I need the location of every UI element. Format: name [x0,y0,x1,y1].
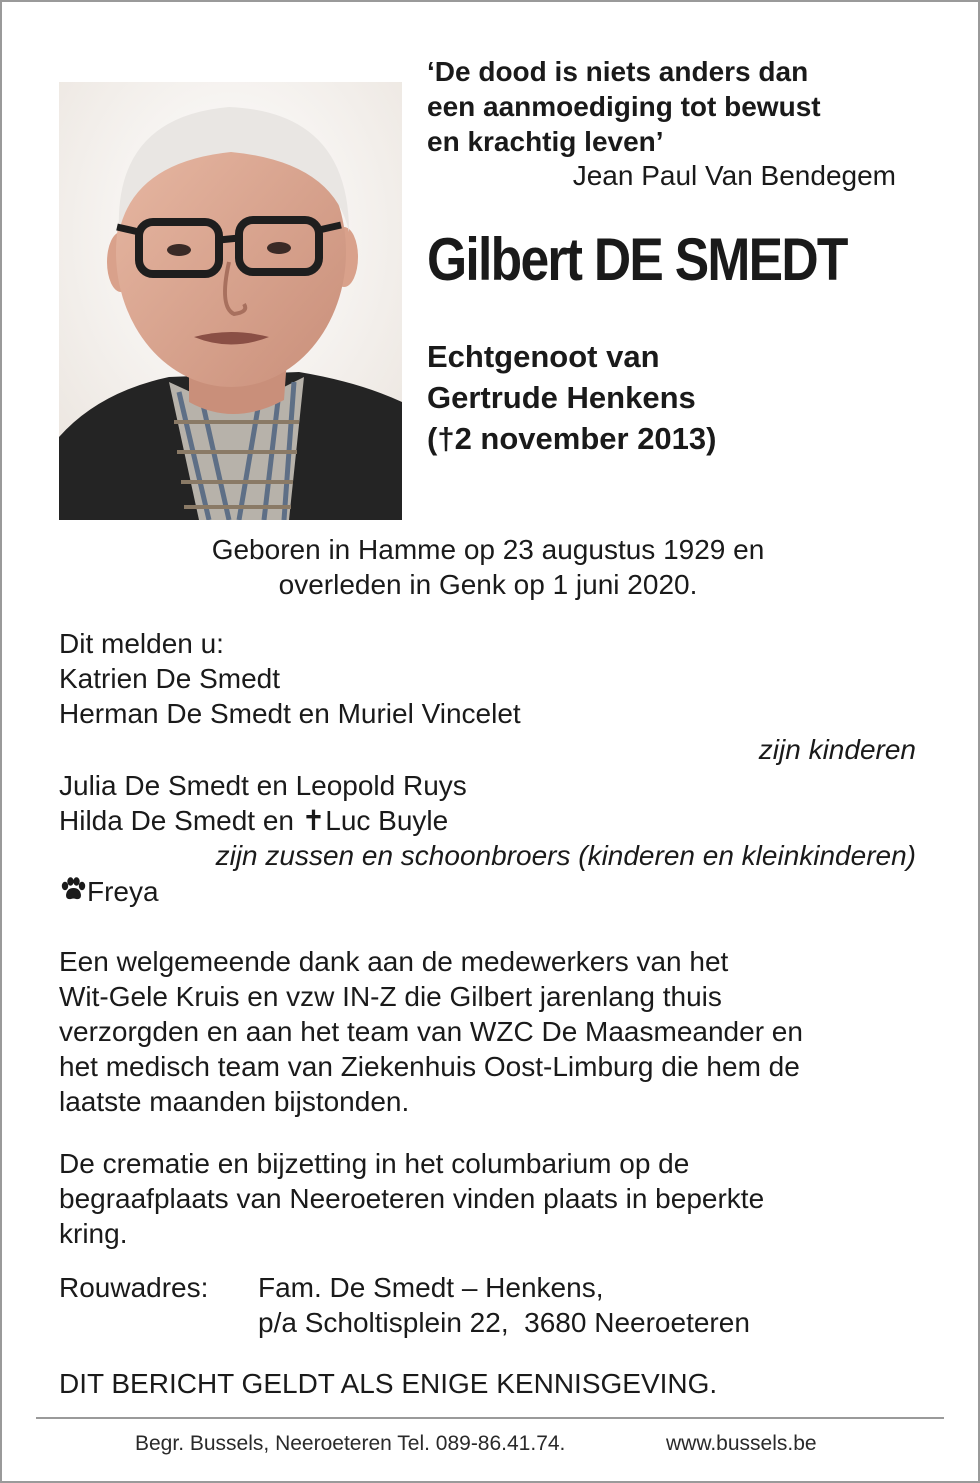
thanks-line: Een welgemeende dank aan de medewerkers van het [59,946,729,977]
deceased-name: Gilbert DE SMEDT [427,226,847,293]
birth-line: Geboren in Hamme op 23 augustus 1929 en [211,534,765,565]
cremation-line: begraafplaats van Neeroeteren vinden plaats in beperkte [59,1183,765,1214]
quote-line: een aanmoediging tot bewust [427,91,821,122]
announcers-block [59,626,521,731]
children-label: zijn kinderen [758,734,916,765]
spouse-line: Gertrude Henkens [427,380,696,415]
quote-author: Jean Paul Van Bendegem [572,160,896,191]
spouse-block [427,336,716,459]
sibling-line: Hilda De Smedt en ✝Luc Buyle [59,805,449,836]
thanks-line: het medisch team van Ziekenhuis Oost-Limburg die hem de [59,1051,800,1082]
address-label: Rouwadres: [59,1272,209,1303]
death-line: overleden in Genk op 1 juni 2020. [278,569,698,600]
address-line: Fam. De Smedt – Henkens, [258,1272,604,1303]
cremation-line: kring. [59,1218,128,1249]
quote-line: ‘De dood is niets anders dan [427,56,809,87]
pet-name: Freya [87,876,159,907]
quote-line: en krachtig leven’ [427,126,664,157]
address-line: p/a Scholtisplein 22, 3680 Neeroeteren [258,1307,750,1338]
address-block [258,1270,750,1340]
notice-text: DIT BERICHT GELDT ALS ENIGE KENNISGEVING. [59,1368,718,1399]
child-line: Herman De Smedt en Muriel Vincelet [59,698,521,729]
footer-divider [36,1417,944,1419]
siblings-label: zijn zussen en schoonbroers (kinderen en kleinkinderen) [215,840,916,871]
portrait-photo [59,82,402,520]
thanks-line: verzorgden en aan het team van WZC De Maasmeander en [59,1016,803,1047]
child-line: Katrien De Smedt [59,663,280,694]
spouse-line: Echtgenoot van [427,339,660,374]
pet-line [59,874,159,909]
announcers-intro: Dit melden u: [59,628,224,659]
quote-text [427,54,821,159]
thanks-line: Wit-Gele Kruis en vzw IN-Z die Gilbert jarenlang thuis [59,981,722,1012]
cremation-line: De crematie en bijzetting in het columbarium op de [59,1148,690,1179]
undertaker-info: Begr. Bussels, Neeroeteren Tel. 089-86.41.74. [135,1432,566,1455]
birth-death-block [0,532,976,602]
sibling-line: Julia De Smedt en Leopold Ruys [59,770,467,801]
thanks-paragraph [59,944,803,1119]
cremation-paragraph [59,1146,764,1251]
thanks-line: laatste maanden bijstonden. [59,1086,410,1117]
paw-icon [59,877,87,903]
website-link[interactable]: www.bussels.be [666,1432,817,1455]
siblings-block [59,768,467,838]
spouse-line: (†2 november 2013) [427,421,717,456]
